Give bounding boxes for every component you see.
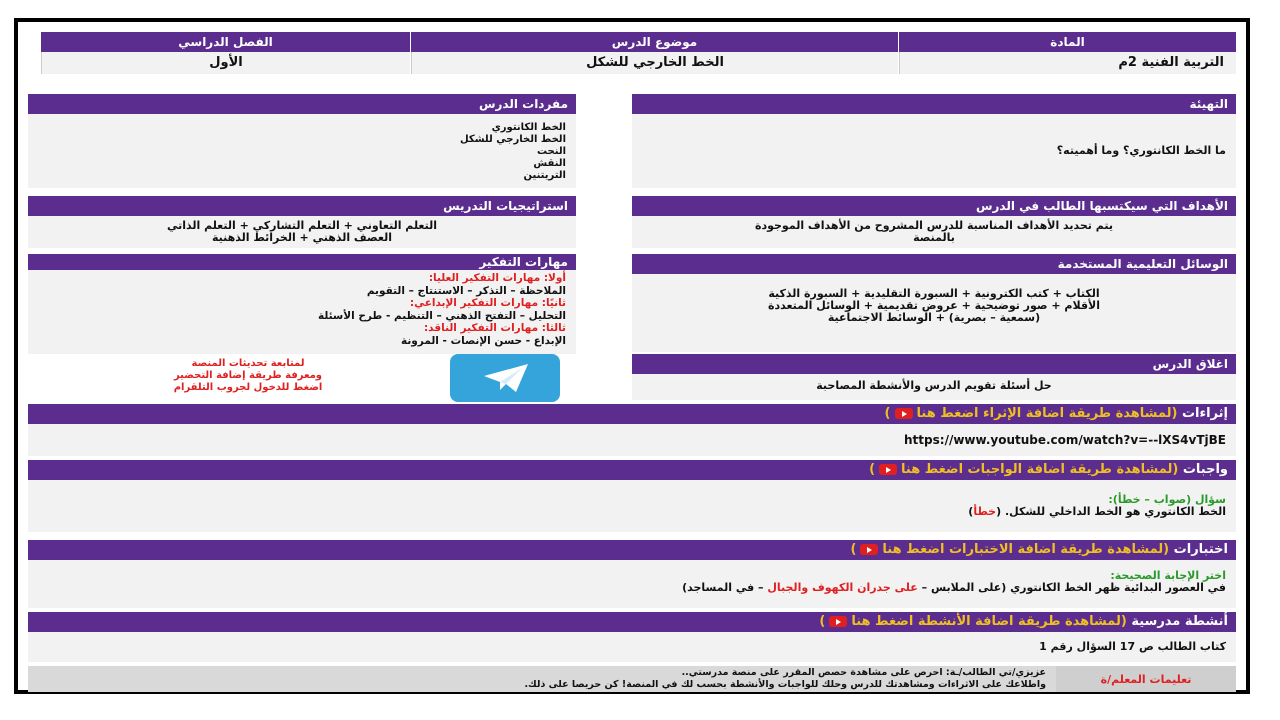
thinking-skills: الإبداع - حسن الإنصات - المرونة xyxy=(400,334,566,347)
closing-section xyxy=(632,354,1236,400)
youtube-icon[interactable] xyxy=(860,544,878,555)
term-col xyxy=(40,32,410,74)
goals-header: الأهداف التي سيكتسبها الطالب في الدرس xyxy=(632,196,1236,216)
homework-link[interactable]: (لمشاهدة طريقة اضافة الواجبات اضغط هنا) xyxy=(869,462,1179,477)
enrich-title: إثراءات xyxy=(1181,406,1228,421)
header-table xyxy=(28,32,1236,74)
homework-title: واجبات xyxy=(1182,462,1228,477)
goals-text xyxy=(632,216,1236,248)
lesson-plan xyxy=(28,32,1236,690)
teacher-line: عزيزي/تي الطالب/ـة: احرص على مشاهدة حصص المقرر على منصة مدرستي.. xyxy=(681,667,1046,678)
homework-answer: خطأ xyxy=(973,505,997,518)
strategies-section xyxy=(28,196,576,248)
youtube-icon[interactable] xyxy=(895,408,913,419)
telegram-note[interactable] xyxy=(148,358,348,394)
vocab-section xyxy=(28,94,576,188)
homework-content xyxy=(28,480,1236,532)
telegram-line: اضغط للدخول لجروب التلقرام xyxy=(173,382,323,393)
vocab-item: النقش xyxy=(533,158,566,169)
activities-text: كتاب الطالب ص 17 السؤال رقم 1 xyxy=(28,632,1236,662)
closing-header: اغلاق الدرس xyxy=(632,354,1236,374)
vocab-item: النحت xyxy=(536,146,566,157)
goals-line: يتم تحديد الأهداف المناسبة للدرس المشروح من الأهداف الموجودة xyxy=(754,219,1114,232)
thinking-text xyxy=(28,270,576,354)
topic-col xyxy=(410,32,898,74)
tests-content xyxy=(28,560,1236,608)
activities-link[interactable]: (لمشاهدة طريقة اضافة الأنشطة اضغط هنا) xyxy=(819,614,1127,629)
tools-line: الأقلام + صور توضيحية + عروض تقديمية + الوسائل المتعددة xyxy=(767,299,1100,312)
enrich-section xyxy=(28,404,1236,456)
tests-link[interactable]: (لمشاهدة طريقة اضافة الاختبارات اضغط هنا) xyxy=(850,542,1170,557)
subject-col xyxy=(898,32,1236,74)
tests-title: اختبارات xyxy=(1173,542,1228,557)
thinking-title: ثالثا: مهارات التفكير الناقد: xyxy=(423,322,566,334)
closing-text: حل أسئلة تقويم الدرس والأنشطة المصاحبة xyxy=(632,374,1236,400)
teacher-label: تعليمات المعلم/ة xyxy=(1056,666,1236,692)
intro-text: ما الخط الكانتوري؟ وما أهميته؟ xyxy=(632,114,1236,188)
telegram-line: ومعرفة طريقة إضافة التحضير xyxy=(173,370,323,381)
strategies-text xyxy=(28,216,576,248)
homework-question-title: سؤال (صواب – خطأ): xyxy=(1108,493,1226,506)
enrich-url[interactable]: https://www.youtube.com/watch?v=--lXS4vTjBE xyxy=(28,424,1236,456)
youtube-icon[interactable] xyxy=(829,616,847,627)
tools-line: الكتاب + كتب الكترونية + السبورة التقليدية + السبورة الذكية xyxy=(768,287,1100,300)
teacher-line: واطلاعك على الاثراءات ومشاهدتك للدرس وحلك للواجبات والأنشطة بحسب لك في المنصة! كن حريصا على ذلك. xyxy=(524,679,1046,690)
vocab-header: مفردات الدرس xyxy=(28,94,576,114)
goals-line: بالمنصة xyxy=(913,231,955,244)
homework-question: الخط الكانتوري هو الخط الداخلي للشكل. (خطأ) xyxy=(968,505,1226,518)
vocab-item: الخط الخارجي للشكل xyxy=(459,134,566,145)
thinking-skills: الملاحظة – التذكر – الاستنتاج – التقويم xyxy=(366,284,566,297)
homework-section xyxy=(28,460,1236,532)
vocab-list xyxy=(28,114,576,188)
enrich-header xyxy=(28,404,1236,424)
tools-header: الوسائل التعليمية المستخدمة xyxy=(632,254,1236,274)
thinking-section xyxy=(28,254,576,354)
vocab-item: الخط الكانتوري xyxy=(491,122,566,133)
activities-title: أنشطة مدرسية xyxy=(1131,614,1228,629)
term-value: الأول xyxy=(41,52,410,74)
thinking-title: أولا: مهارات التفكير العليا: xyxy=(428,272,566,284)
subject-header: المادة xyxy=(899,32,1236,52)
tools-line: (سمعية – بصرية) + الوسائط الاجتماعية xyxy=(827,311,1041,324)
strategies-line: التعلم التعاوني + التعلم التشاركي + التعلم الذاتي xyxy=(166,219,438,232)
lesson-plan-frame xyxy=(14,18,1250,694)
tests-question: في العصور البدائية ظهر الخط الكانتوري (على الملابس – على جدران الكهوف والجبال – في المساجد) xyxy=(682,581,1226,594)
teacher-section xyxy=(28,666,1236,692)
strategies-line: العصف الذهني + الخرائط الذهنية xyxy=(212,231,392,244)
teacher-instructions xyxy=(28,666,1056,692)
telegram-icon[interactable] xyxy=(450,354,560,402)
goals-section xyxy=(632,196,1236,248)
tools-section xyxy=(632,254,1236,352)
term-header: الفصل الدراسي xyxy=(41,32,410,52)
enrich-link[interactable]: (لمشاهدة طريقة اضافة الإثراء اضغط هنا) xyxy=(884,406,1178,421)
thinking-title: ثانيًا: مهارات التفكير الإبداعي: xyxy=(409,297,566,309)
vocab-item: التريتنين xyxy=(523,170,566,181)
activities-header xyxy=(28,612,1236,632)
activities-section xyxy=(28,612,1236,662)
tools-text xyxy=(632,274,1236,352)
tests-section xyxy=(28,540,1236,608)
tests-answer: على جدران الكهوف والجبال xyxy=(767,581,918,594)
intro-header: التهيئة xyxy=(632,94,1236,114)
telegram-line: لمتابعة تحديثات المنصة xyxy=(191,358,305,369)
youtube-icon[interactable] xyxy=(879,464,897,475)
homework-header xyxy=(28,460,1236,480)
intro-section xyxy=(632,94,1236,188)
subject-value: التربية الفنية 2م xyxy=(899,52,1236,74)
strategies-header: استراتيجيات التدريس xyxy=(28,196,576,216)
thinking-header: مهارات التفكير xyxy=(28,254,576,270)
tests-header xyxy=(28,540,1236,560)
tests-question-title: اختر الإجابة الصحيحة: xyxy=(1110,569,1226,582)
thinking-skills: التحليل – التفتح الذهني – التنظيم - طرح الأسئلة xyxy=(317,309,566,322)
topic-value: الخط الخارجي للشكل xyxy=(411,52,898,74)
topic-header: موضوع الدرس xyxy=(411,32,898,52)
